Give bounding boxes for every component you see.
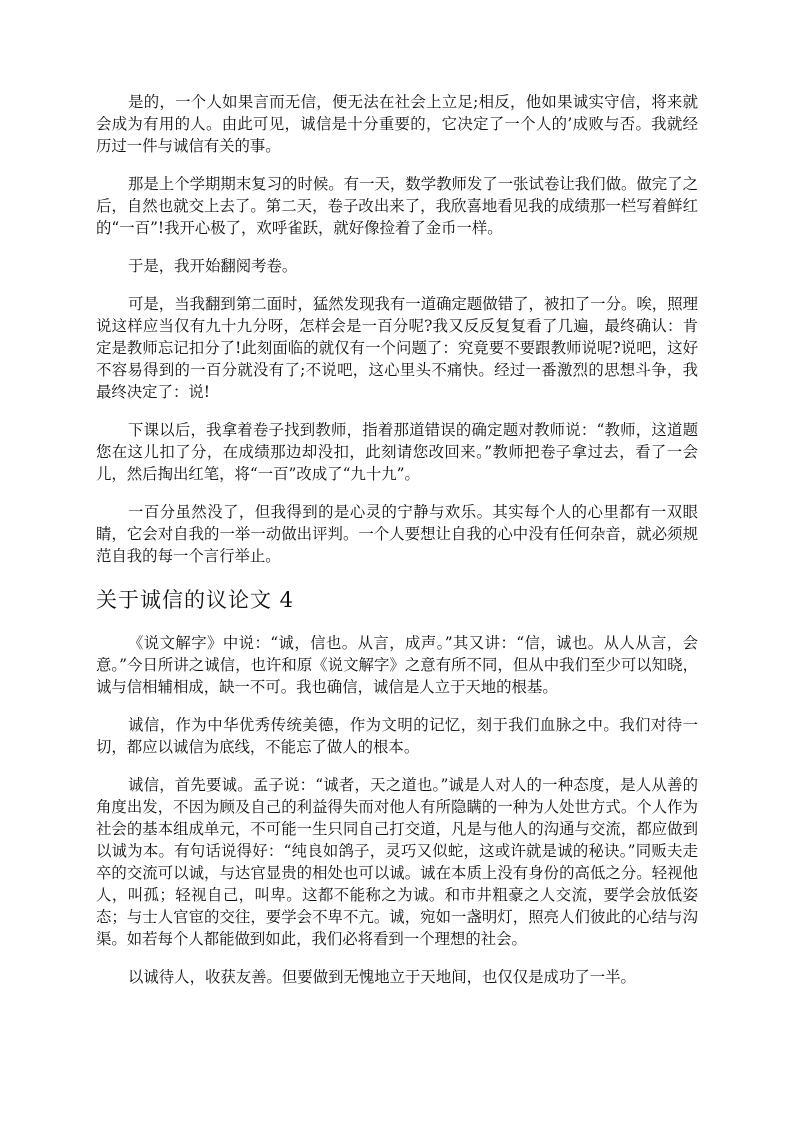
paragraph-sincerity: 诚信，首先要诚。孟子说：“诚者，天之道也。”诚是人对人的一种态度，是人从善的角度出发，不因为顾及自己的利益得失而对他人有所隐瞒的一种为人处世方式。个人作为社会的基本组成单元，不可能一生只同自己打交道，凡是与他人的沟通与交流，都应做到以诚为本。有句话说得好：“纯良如鸽子，灵巧又似蛇，这或许就是诚的秘诀。”同贩夫走卒的交流可以诚，与达官显贵的相处也可以诚。诚在本质上没有身份的高低之分。轻视他人，叫孤；轻视自己，叫卑。这都不能称之为诚。和市井粗豪之人交流，要学会放低姿态；与士人官宦的交往，要学会不卑不亢。诚，宛如一盏明灯，照亮人们彼此的心结与沟渠。如若每个人都能做到如此，我们必将看到一个理想的社会。 [96,776,698,948]
paragraph-shuowen: 《说文解字》中说：“诚，信也。从言，成声。”其又讲：“信，诚也。从人从言，会意。”今日所讲之诚信，也许和原《说文解字》之意有所不同，但从中我们至少可以知晓，诚与信相辅相成，缺一不可。我也确信，诚信是人立于天地的根基。 [96,634,698,696]
paragraph-discover-mistake: 可是，当我翻到第二面时，猛然发现我有一道确定题做错了，被扣了一分。唉，照理说这样应当仅有九十九分呀，怎样会是一百分呢?我又反反复复看了几遍，最终确认：肯定是教师忘记扣分了!此刻面临的就仅有一个问题了：究竟要不要跟教师说呢?说吧，这好不容易得到的一百分就没有了;不说吧，这心里头不痛快。经过一番激烈的思想斗争，我最终决定了：说! [96,295,698,401]
document-page [96,91,698,988]
paragraph-tell-teacher: 下课以后，我拿着卷子找到教师，指着那道错误的确定题对教师说：“教师，这道题您在这儿扣了分，在成绩那边却没扣，此刻请您改回来。”教师把卷子拿过去，看了一会儿，然后掏出红笔，将“一百”改成了“九十九”。 [96,421,698,483]
paragraph-integrity-importance: 是的，一个人如果言而无信，便无法在社会上立足;相反，他如果诚实守信，将来就会成为有用的人。由此可见，诚信是十分重要的，它决定了一个人的’成败与否。我就经历过一件与诚信有关的事。 [96,93,698,155]
paragraph-exam-story: 那是上个学期期末复习的时候。有一天，数学教师发了一张试卷让我们做。做完了之后，自然也就交上去了。第二天，卷子改出来了，我欣喜地看见我的成绩那一栏写着鲜红的“一百”!我开心极了，欢呼雀跃，就好像捡着了金币一样。 [96,175,698,237]
paragraph-final: 以诚待人，收获友善。但要做到无愧地立于天地间，也仅仅是成功了一半。 [128,968,636,986]
paragraph-review-paper: 于是，我开始翻阅考卷。 [128,257,298,275]
paragraph-conclusion: 一百分虽然没了，但我得到的是心灵的宁静与欢乐。其实每个人的心里都有一双眼睛，它会对自我的一举一动做出评判。一个人要想让自我的心中没有任何杂音，就必须规范自我的每一个言行举止。 [96,503,698,565]
section-title: 关于诚信的议论文 4 [96,588,295,612]
paragraph-tradition: 诚信，作为中华优秀传统美德，作为文明的记忆，刻于我们血脉之中。我们对待一切，都应以诚信为底线，不能忘了做人的根本。 [96,716,698,756]
